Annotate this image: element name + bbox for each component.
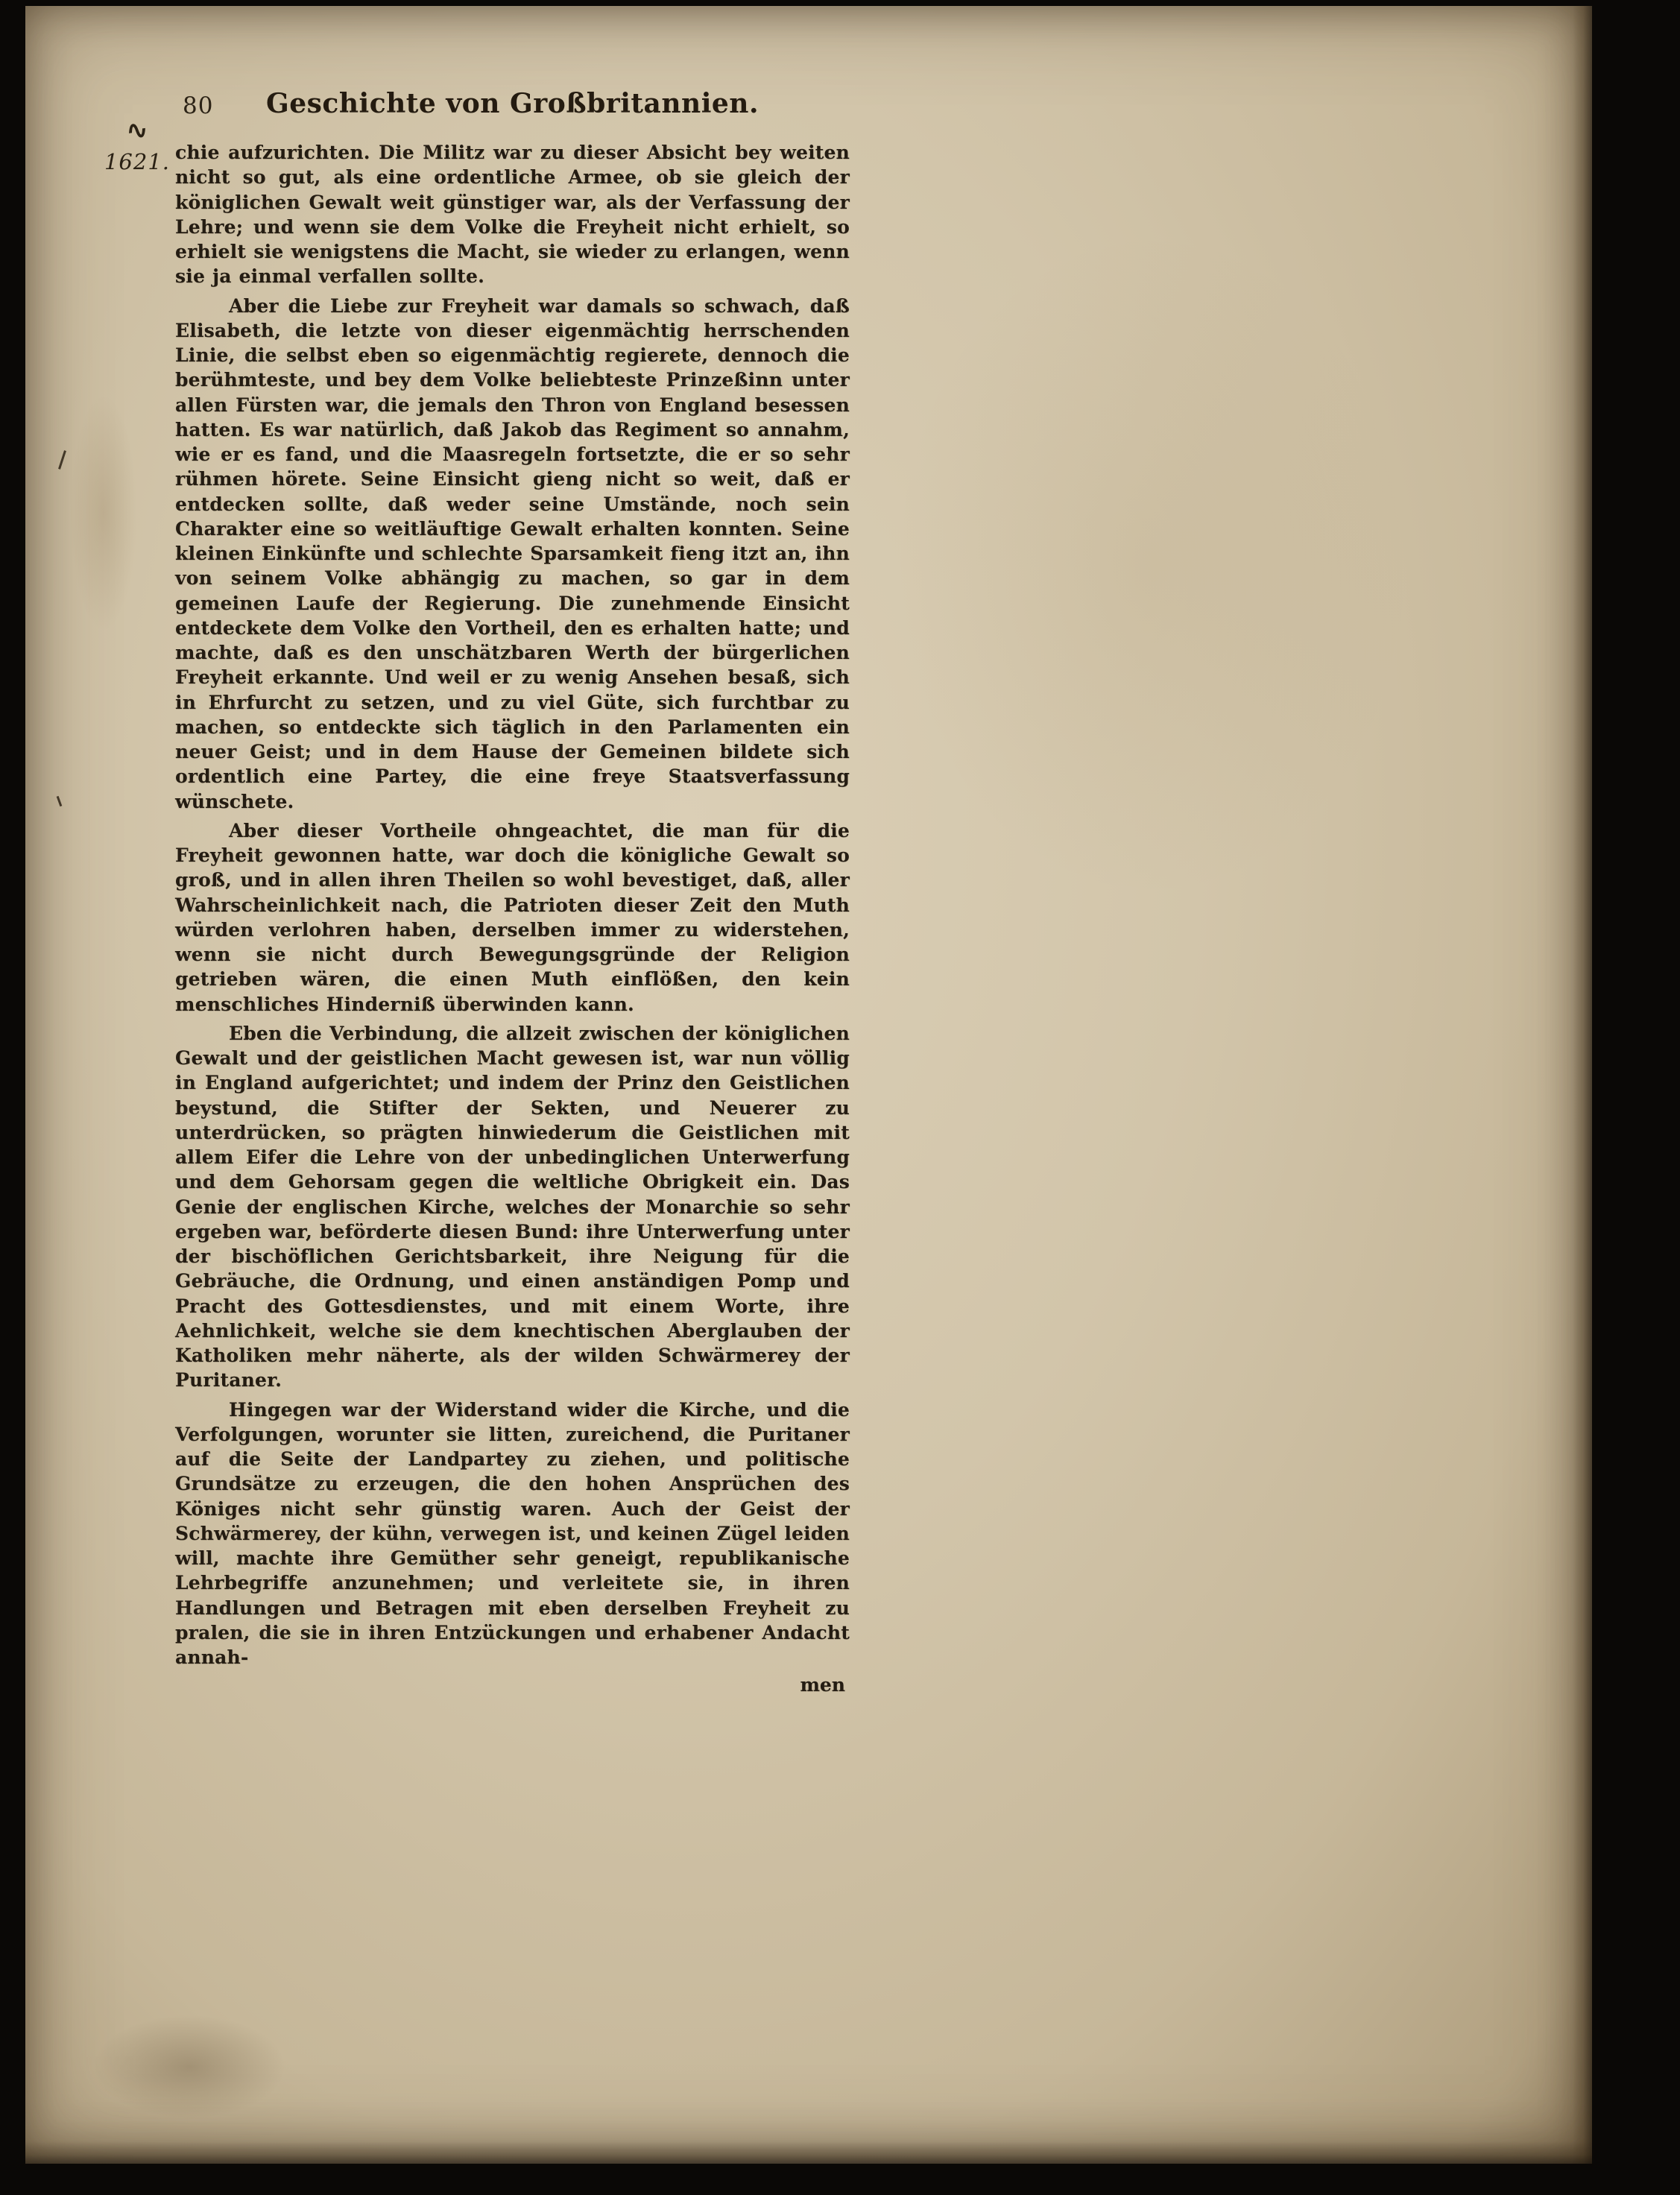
paper-stain xyxy=(92,2015,286,2119)
paragraph: Aber die Liebe zur Freyheit war damals so schwach, daß Elisabeth, die letzte von dieser eigenmächtig herrschenden Linie, die selbst eben so eigenmächtig regierete, dennoch die berühmteste, und bey dem Volke beliebteste Prinzeßinn unter allen Fürsten war, die jemals den Thron von England besessen hatten. Es war natürlich, daß Jakob das Regiment so annahm, wie er es fand, und die Maasregeln fortsetzte, die er so sehr rühmen hörete. Seine Einsicht gieng nicht so weit, daß er entdecken sollte, daß weder seine Umstände, noch sein Charakter eine so weitläuftige Gewalt erhalten konnten. Seine kleinen Einkünfte und schlechte Sparsamkeit fieng itzt an, ihn von seinem Volke abhängig zu machen, so gar in dem gemeinen Laufe der Regierung. Die zunehmende Einsicht entdeckete dem Volke den Vortheil, den es erhalten hatte; und machte, daß es den unschätzbaren Werth der bürgerlichen Freyheit erkannte. Und weil er zu wenig Ansehen besaß, sich in Ehrfurcht zu setzen, und zu viel Güte, sich furchtbar zu machen, so entdeckte sich täglich in den Parlamenten ein neuer Geist; und in dem Hause der Gemeinen bildete sich ordentlich eine Partey, die eine freye Staatsverfassung wünschete. xyxy=(175,294,850,812)
paper-stain xyxy=(891,230,1413,900)
paragraph: chie aufzurichten. Die Militz war zu dieser Absicht bey weiten nicht so gut, als eine ordentliche Armee, ob sie gleich der königlichen Gewalt weit günstiger war, als der Verfassung der Lehre; und wenn sie dem Volke die Freyheit nicht erhielt, so erhielt sie wenigstens die Macht, sie wieder zu erlangen, wenn sie ja einmal verfallen sollte. xyxy=(175,142,850,288)
margin-note xyxy=(103,114,171,174)
margin-ornament-icon: ∿ xyxy=(124,114,150,147)
ink-speck xyxy=(58,450,66,470)
paragraph: Hingegen war der Widerstand wider die Kirche, und die Verfolgungen, worunter sie litten, zureichend, die Puritaner auf die Seite der Landpartey zu ziehen, und politische Grundsätze zu erzeugen, die den hohen Ansprüchen des Königes nicht sehr günstig waren. Auch der Geist der Schwärmerey, der kühn, verwegen ist, und keinen Zügel leiden will, machte ihre Gemüther sehr geneigt, republikanische Lehrbegriffe anzunehmen; und verleitete sie, in ihren Handlungen und Betragen mit eben derselben Freyheit zu pralen, die sie in ihren Entzückungen und erhabener Andacht annah- xyxy=(175,1398,850,1668)
catchword: men xyxy=(800,1674,845,1696)
page-edge-shadow-right xyxy=(1573,6,1592,2164)
running-title: Geschichte von Großbritannien. xyxy=(266,88,759,119)
paragraph: Aber dieser Vortheile ohngeachtet, die man für die Freyheit gewonnen hatte, war doch die königliche Gewalt so groß, und in allen ihren Theilen so wohl bevestiget, daß, aller Wahrscheinlichkeit nach, die Patrioten dieser Zeit den Muth würden verlohren haben, derselben immer zu widerstehen, wenn sie nicht durch Bewegungsgründe der Religion getrieben wären, die einen Muth einflößen, den kein menschliches Hinderniß überwinden kann. xyxy=(175,819,850,1015)
paper-stain xyxy=(70,394,137,632)
margin-year: 1621. xyxy=(104,149,171,174)
paragraph: Eben die Verbindung, die allzeit zwischen der königlichen Gewalt und der geistlichen Macht gewesen ist, war nun völlig in England aufgerichtet; und indem der Prinz den Geistlichen beystund, die Stifter der Sekten, und Neuerer zu unterdrücken, so prägten hinwiederum die Geistlichen mit allem Eifer die Lehre von der unbedinglichen Unterwerfung und dem Gehorsam gegen die weltliche Obrigkeit ein. Das Genie der englischen Kirche, welches der Monarchie so sehr ergeben war, beförderte diesen Bund: ihre Unterwerfung unter der bischöflichen Gerichtsbarkeit, ihre Neigung für die Gebräuche, die Ordnung, und einen anständigen Pomp und Pracht des Gottesdienstes, und mit einem Worte, ihre Aehnlichkeit, welche sie dem knechtischen Aberglauben der Katholiken mehr näherte, als der wilden Schwärmerey der Puritaner. xyxy=(175,1022,850,1392)
ink-speck xyxy=(57,796,63,806)
page-header xyxy=(175,88,850,127)
text-block xyxy=(175,88,850,1696)
page-edge-shadow-bottom xyxy=(25,2141,1592,2164)
page-number: 80 xyxy=(183,92,214,119)
